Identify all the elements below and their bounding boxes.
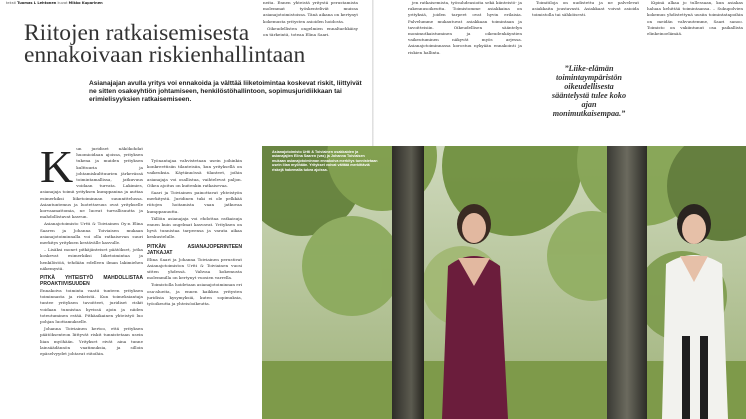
body-column-2	[147, 158, 242, 419]
right-column-2	[532, 0, 639, 57]
paragraph: Toimitiloja on uudistettu ja ne palvelevat asiakkaita joustavasti. Asiakkaat voivat asioida toimistolla tai sähköisesti.	[532, 0, 639, 18]
paragraph: neita. Ennen yhteistä yritystä perustamista molemmat työskentelivät muissa asianajotoimistoissa. Tänä aikana on kertynyt kokemusta yritysten asioiden hoidosta.	[263, 0, 358, 24]
subheading: PITKÄN ASIANAJOPERINTEEN JATKAJAT	[147, 243, 242, 256]
byline	[6, 1, 103, 5]
right-column-1	[408, 0, 522, 146]
park-photo-illustration	[262, 146, 746, 419]
byline-text-label: teksti	[6, 1, 16, 5]
paragraph: Saari ja Toiviainen painottavat yhteistyön merkitystä. Juridinen tuki ei ole pelkkää riitojen hoitamista vaan jatkuvaa kumppanuutta.	[147, 190, 242, 214]
body-column-3	[263, 0, 358, 62]
right-column-3	[647, 0, 743, 146]
paragraph: jen ratkaisemista, työsuhdeasioita sekä kiinteistö- ja rakennusoikeutta. Toimistomme asiakkaina on yrityksiä, joiden tarpeet ovat hyvin erilaisia. Palvelumme mukautuvat asiakkaan toimintaan ja tavoitteisiin. Oikeudellisen sääntelyn monimutkaistuminen ja oikeudenkäyntien vaikeutuminen näkyvät myös arjessa. Asianajotoiminnassa korostuu nykyään ennakointi ja riskien hallinta.	[408, 0, 522, 55]
paragraph: Asianajotoimisto Urtti & Toiviainen Oy:n Elina Saaren ja Johanna Toiviaisen mukaan asianajotoiminnalla voi olla ratkaisevan suuri merkitys yrityksen kestävälle kasvulle.	[40, 221, 143, 246]
photo-caption: Asianajotoimisto Urtti & Toiviainen osakkaiden ja asianajajien Elina Saaren (vas) ja Johanna Toiviaisen mukaan asianajotoiminnan ennakoiva merkitys tunnistetaan usein liian myöhään. Yritykset voivat välttää merkittäviä riskejä hakemalla tukea ajoissa.	[272, 150, 378, 172]
drop-cap: K	[40, 146, 74, 192]
pull-quote: ”Liike-elämän toimintaympäristön oikeudellisesta sääntelystä tulee koko ajan monimutkaisempaa.”	[551, 64, 627, 118]
paragraph: Tällöin asianajaja voi ehdottaa ratkaisuja ennen kuin ongelmat kasvavat. Yrityksen on hyvä tunnistaa tarpeensa ja varata aikaa keskustelulle.	[147, 215, 242, 240]
body-column-1	[40, 146, 143, 419]
paragraph: Toimistolla hoidetaan asianajotoiminnan eri osa-alueita, ja ennen kaikkea yritysten juridisia kysymyksiä, kuten sopimuksia, työoikeutta ja yhteisöoikeutta.	[147, 282, 242, 307]
paragraph: Johanna Toiviainen kertoo, että yrityksen päätöksenteon liittyvät riskit tunnistetaan usein liian myöhään. Yritykset eivät aina tunne lainsäädännön vaatimuksia, ja silloin epäselvyydet johtavat riitoihin.	[40, 326, 143, 357]
paragraph: Oikeudellisten ongelmien ennaltaehkäisy on tärkeintä, toteaa Elina Saari.	[263, 25, 358, 38]
article-headline: Riitojen ratkaisemisesta ennakoivaan riskienhallintaan	[24, 20, 306, 68]
paragraph: Elina Saari ja Johanna Toiviainen perustivat Asianajotoimiston Urtti & Toiviainen vuosi sitten yhdessä. Vahvaa kokemusta molemmilla on kertynyt vuosien varrella.	[147, 256, 242, 281]
article-lead: Asianajajan avulla yritys voi ennakoida ja välttää liiketoimintaa koskevat riskit, liittyivät ne sitten osakeyhtiön johtamiseen, henkilöstöhallintoon, sopimusjuridiikkaan tai erimielisyyksien ratkaisemiseen.	[89, 80, 362, 103]
byline-photo-author: Mikko Kuparinen	[68, 1, 103, 5]
paragraph: Ennakoiva toiminta vaatii tunteen yrityksen toiminnasta ja riskeistä. Kun toimeksiantaja tuntee yrityksen tavoitteet, juridiset riskit voidaan tunnistaa hyvissä ajoin ja niiden toteutuminen estää. Pitkäaikainen yhteistyö luo pohjan luottamukselle.	[40, 288, 143, 325]
paragraph: un juridiset näkökohdat huomioidaan ajoissa, yrityksen tukena ja muiden yrityksen kulttuuria ja johtamiskulttuurien järkevässä toimintamallissa, jatkuvuus voidaan turvata. Lakimies, asianajaja toimii yrityksen kumppanina ja auttaa esimerkiksi liiketoiminnan suunnittelussa. Asiantuntemus ja luotettavuus ovat yritykselle korvaamattomia, ne luovat turvallisuutta ja mahdollistavat kasvun.	[40, 146, 143, 220]
byline-text-author: Tuomas L Lehtonen	[17, 1, 57, 5]
subheading: PITKÄ YHTEISTYÖ MAHDOLLISTAA PROAKTIIVISUUDEN	[40, 275, 143, 288]
byline-photo-label: kuvat	[57, 1, 68, 5]
portrait-photo	[262, 146, 746, 419]
paragraph: Kipinä alkaa jo tullessaan, kun asiakas haluaa kehittää toimintaansa. – Sukupolvien kokemus yhdistettynä uusiin toimintatapoihin on meidän vahvuutemme, Saari sanoo. Toimisto on vakiintunut osa paikallista elinkeinoelämää.	[647, 0, 743, 37]
paragraph: Työnantajaa vahvistetaan usein joihinkin konkreettisiin tilanteisiin, kun yrityksellä on vaikeuksia. Käytännössä tilanteet, joihin asianajaja voi osallistua, vaihtelevat paljon. Oikea ajoitus on kuitenkin ratkaisevaa.	[147, 158, 242, 188]
paragraph: – Lisäksi monet pitkäjänteiset päätökset, jotka koskevat esimerkiksi liiketoimintaa ja henkilöstöä, tehdään edelleen ilman lakimiehen näkemystä.	[40, 247, 143, 271]
